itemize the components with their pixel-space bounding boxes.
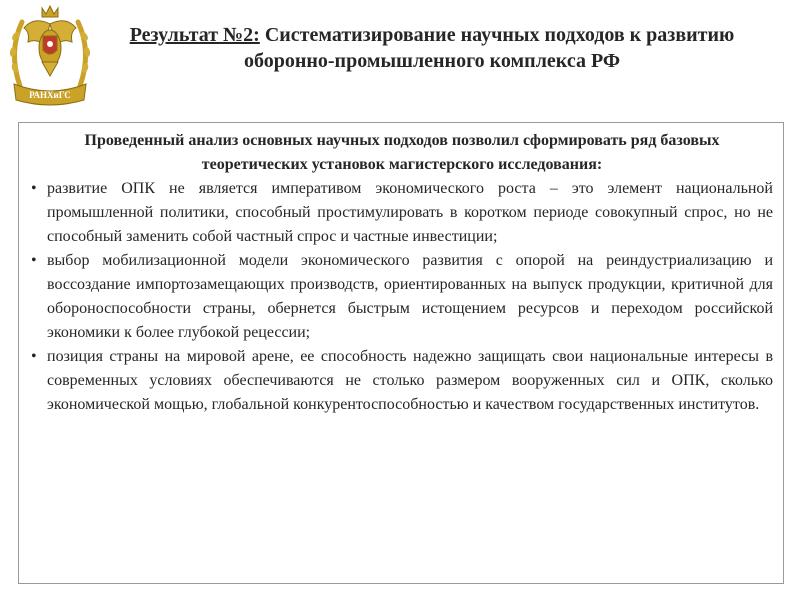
list-item: [31, 177, 773, 249]
intro-text: Проведенный анализ основных научных подходов позволил сформировать ряд базовых теоретических установок магистерского исследования:: [84, 132, 720, 173]
list-item: [31, 345, 773, 417]
bullet-icon: •: [31, 348, 37, 365]
title-prefix: Результат №2:: [129, 24, 260, 46]
bullet-icon: •: [31, 180, 37, 197]
ranepa-eagle-crest-icon: [4, 2, 96, 108]
list-item-text: выбор мобилизационной модели экономического развития с опорой на реиндустриализацию и воссоздание импортозамещающих производств, ориентированных на выпуск продукции, критичной для обороноспособности страны, обернется быстрым истощением ресурсов и переходом российской экономики к более глубокой рецессии;: [47, 252, 773, 341]
list-item-text: позиция страны на мировой арене, ее способность надежно защищать свои национальные интересы в современных условиях обеспечиваются не столько размером вооруженных сил и ОПК, сколько экономической мощью, глобальной конкурентоспособностью и качеством государственных институтов.: [47, 348, 773, 413]
points-list: [31, 177, 773, 417]
list-item-text: развитие ОПК не является императивом экономического роста – это элемент национальной промышленной политики, способный простимулировать в коротком периоде совокупный спрос, но не способный заменить собой частный спрос и частные инвестиции;: [47, 180, 773, 245]
ranepa-logo: [4, 2, 96, 108]
bullet-icon: •: [31, 252, 37, 269]
page-title: [112, 22, 752, 74]
title-text: Систематизирование научных подходов к развитию оборонно-промышленного комплекса РФ: [243, 24, 735, 72]
content-box: [18, 122, 784, 584]
logo-text: РАНХиГС: [29, 90, 71, 100]
list-item: [31, 249, 773, 345]
